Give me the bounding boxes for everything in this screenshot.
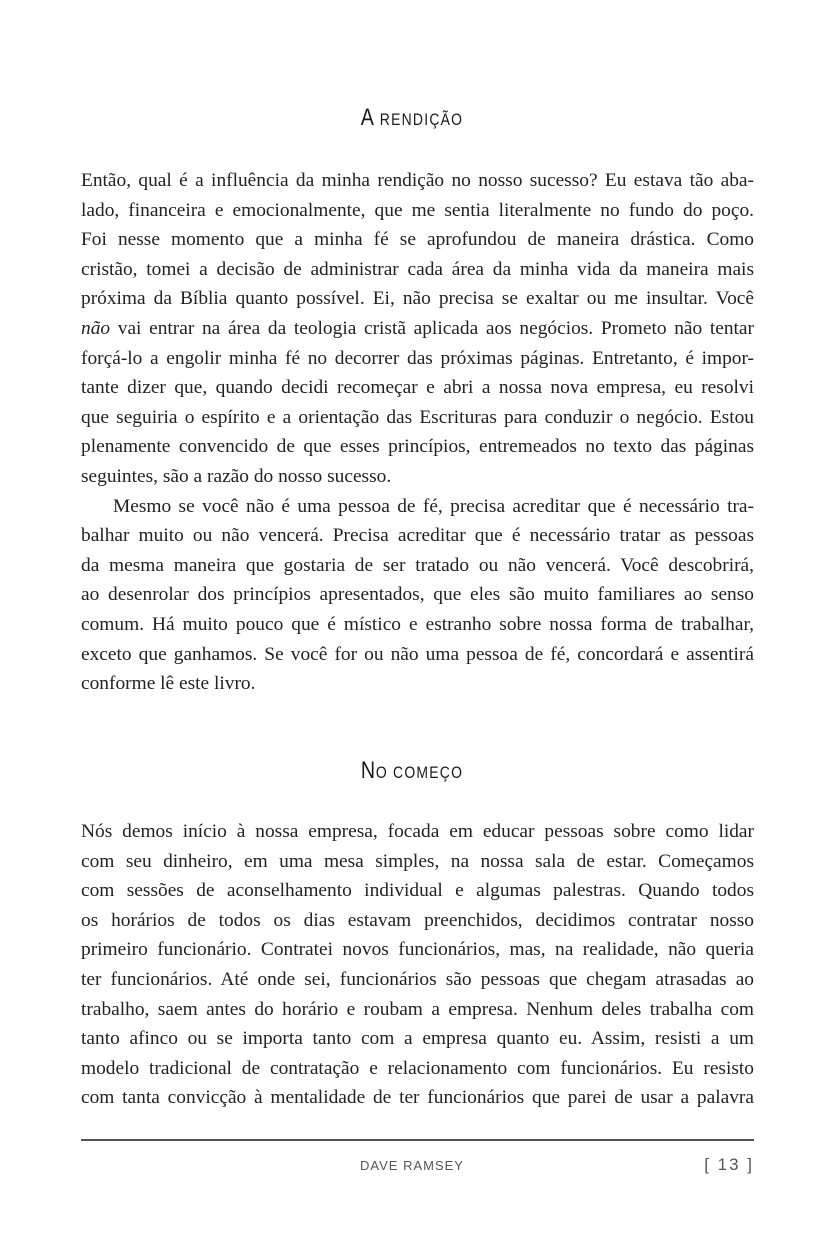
text-line: com seu dinheiro, em uma mesa simples, na nossa sala de estar. Começamos — [81, 850, 754, 872]
text-line: cristão, tomei a decisão de administrar cada área da minha vida da maneira mais — [81, 258, 754, 280]
text-line: com tanta convicção à mentalidade de ter funcionários que parei de usar a palavra — [81, 1087, 754, 1109]
text-line: com sessões de aconselhamento individual e algumas palestras. Quando todos — [81, 880, 754, 902]
text-line: Foi nesse momento que a minha fé se aprofundou de maneira drástica. Como — [81, 229, 754, 251]
text-line: modelo tradicional de contratação e relacionamento com funcionários. Eu resisto — [81, 1057, 754, 1079]
text-line: os horários de todos os dias estavam preenchidos, decidimos contratar nosso — [81, 909, 754, 931]
section-body — [81, 166, 754, 699]
footer-divider — [81, 1139, 754, 1141]
text-line: exceto que ganhamos. Se você for ou não uma pessoa de fé, concordará e assentirá — [81, 643, 754, 665]
text-line: ter funcionários. Até onde sei, funcionários são pessoas que chegam atrasadas ao — [81, 968, 754, 990]
paragraph — [81, 492, 754, 699]
running-footer-author: DAVE RAMSEY — [360, 1158, 464, 1173]
heading-rest: RENDIÇÃO — [374, 110, 464, 129]
heading-initial: N — [360, 757, 376, 784]
paragraph — [81, 166, 754, 492]
text-line: plenamente convencido de que esses princípios, entremeados no texto das páginas — [81, 436, 754, 458]
section-heading-no-comeco — [74, 757, 750, 785]
text-line: Então, qual é a influência da minha rendição no nosso sucesso? Eu estava tão aba- — [81, 170, 754, 191]
text-line: que seguiria o espírito e a orientação das Escrituras para conduzir o negócio. Estou — [81, 406, 754, 428]
page-number: [ 13 ] — [704, 1155, 754, 1174]
text-line: ao desenrolar dos princípios apresentados, que eles são muito familiares ao senso — [81, 584, 754, 606]
text-line: comum. Há muito pouco que é místico e estranho sobre nossa forma de trabalhar, — [81, 613, 754, 635]
text-line: Nós demos início à nossa empresa, focada em educar pessoas sobre como lidar — [81, 821, 754, 842]
heading-rest: O COMEÇO — [375, 763, 464, 782]
paragraph — [81, 817, 754, 1113]
text-line: seguintes, são a razão do nosso sucesso. — [81, 465, 392, 487]
text-line: tanto afinco ou se importa tanto com a empresa quanto eu. Assim, resisti a um — [81, 1028, 754, 1050]
section-body — [81, 817, 754, 1113]
text-line: lado, financeira e emocionalmente, que me sentia literalmente no fundo do poço. — [81, 199, 754, 221]
text-line: tante dizer que, quando decidi recomeçar e abri a nossa nova empresa, eu resolvi — [81, 377, 754, 399]
text-line: conforme lê este livro. — [81, 673, 256, 695]
heading-initial: A — [360, 104, 375, 131]
emphasis: não — [81, 317, 111, 339]
text-line: próxima da Bíblia quanto possível. Ei, não precisa se exaltar ou me insultar. Você — [81, 288, 754, 310]
text-line: não vai entrar na área da teologia cristã aplicada aos negócios. Prometo não tentar — [81, 317, 754, 339]
text-line: balhar muito ou não vencerá. Precisa acreditar que é necessário tratar as pessoas — [81, 525, 754, 547]
text-line: forçá-lo a engolir minha fé no decorrer das próximas páginas. Entretanto, é impor- — [81, 347, 754, 369]
section-heading-a-rendicao — [74, 104, 750, 132]
text-line: primeiro funcionário. Contratei novos funcionários, mas, na realidade, não queria — [81, 939, 754, 961]
text-line: trabalho, saem antes do horário e roubam a empresa. Nenhum deles trabalha com — [81, 998, 754, 1020]
text-line: Mesmo se você não é uma pessoa de fé, precisa acreditar que é necessário tra- — [113, 495, 754, 517]
text-line: da mesma maneira que gostaria de ser tratado ou não vencerá. Você descobrirá, — [81, 554, 754, 576]
